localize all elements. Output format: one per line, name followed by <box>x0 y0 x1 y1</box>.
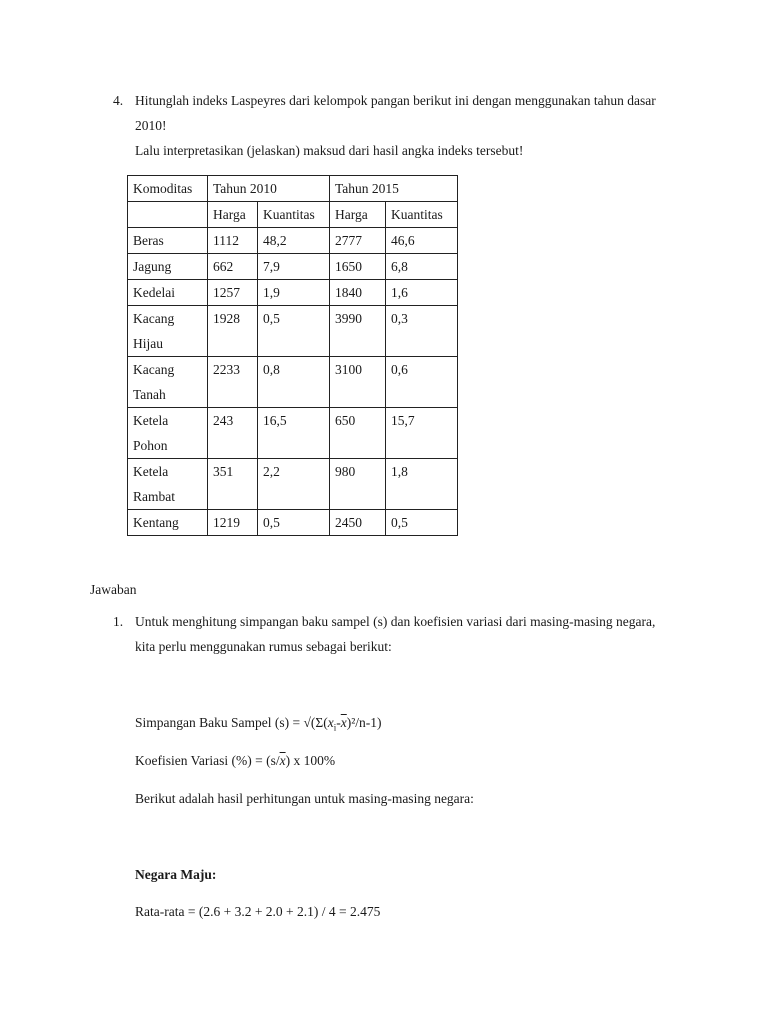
commodity-cell: Ketela Pohon <box>128 408 208 459</box>
price-2010-cell: 662 <box>208 254 258 280</box>
qty-2015-cell: 1,6 <box>386 280 458 306</box>
subheader-price-2010: Harga <box>208 202 258 228</box>
commodity-cell: Beras <box>128 228 208 254</box>
table-row <box>128 408 458 459</box>
qty-2015-cell: 0,3 <box>386 306 458 357</box>
price-2010-cell: 1928 <box>208 306 258 357</box>
group-title: Negara Maju: <box>135 867 217 882</box>
price-2015-cell: 3100 <box>330 357 386 408</box>
qty-2015-cell: 46,6 <box>386 228 458 254</box>
commodity-cell: Kacang Tanah <box>128 357 208 408</box>
price-2015-cell: 1840 <box>330 280 386 306</box>
qty-2015-cell: 0,5 <box>386 510 458 536</box>
qty-2010-cell: 16,5 <box>258 408 330 459</box>
mean-line: Rata-rata = (2.6 + 3.2 + 2.0 + 2.1) / 4 = 2.475 <box>135 904 381 919</box>
answer-line-1: Untuk menghitung simpangan baku sampel (s) dan koefisien variasi dari masing-masing negara, <box>135 614 656 629</box>
price-2015-cell: 980 <box>330 459 386 510</box>
price-2010-cell: 243 <box>208 408 258 459</box>
commodity-cell: Kentang <box>128 510 208 536</box>
answer-heading: Jawaban <box>90 582 137 597</box>
price-2010-cell: 1112 <box>208 228 258 254</box>
price-2010-cell: 2233 <box>208 357 258 408</box>
commodity-cell: Jagung <box>128 254 208 280</box>
table-row <box>128 228 458 254</box>
qty-2015-cell: 0,6 <box>386 357 458 408</box>
question-line-2: 2010! <box>135 118 167 133</box>
formula-std-dev: Simpangan Baku Sampel $(s) = √(\Sigma(x_i-\overline{x})^2/n-1)$ <box>135 715 382 733</box>
question-line-3: Lalu interpretasikan (jelaskan) maksud dari hasil angka indeks tersebut! <box>135 143 524 158</box>
price-2015-cell: 3990 <box>330 306 386 357</box>
commodity-cell: Kacang Hijau <box>128 306 208 357</box>
result-intro: Berikut adalah hasil perhitungan untuk masing-masing negara: <box>135 791 474 806</box>
question-line-1: Hitunglah indeks Laspeyres dari kelompok pangan berikut ini dengan menggunakan tahun dasar <box>135 93 656 108</box>
question-number: 4. <box>113 93 124 108</box>
qty-2010-cell: 0,5 <box>258 510 330 536</box>
qty-2010-cell: 1,9 <box>258 280 330 306</box>
price-2015-cell: 650 <box>330 408 386 459</box>
subheader-empty <box>128 202 208 228</box>
table-row <box>128 280 458 306</box>
price-2010-cell: 1219 <box>208 510 258 536</box>
subheader-price-2015: Harga <box>330 202 386 228</box>
qty-2015-cell: 1,8 <box>386 459 458 510</box>
commodity-table <box>127 175 458 536</box>
table-row <box>128 254 458 280</box>
qty-2010-cell: 48,2 <box>258 228 330 254</box>
subheader-qty-2010: Kuantitas <box>258 202 330 228</box>
table-row <box>128 357 458 408</box>
qty-2010-cell: 0,5 <box>258 306 330 357</box>
table-row <box>128 459 458 510</box>
commodity-cell: Ketela Rambat <box>128 459 208 510</box>
qty-2015-cell: 15,7 <box>386 408 458 459</box>
price-2010-cell: 351 <box>208 459 258 510</box>
table-subheader-row <box>128 202 458 228</box>
subheader-qty-2015: Kuantitas <box>386 202 458 228</box>
formula-coef-variation: Koefisien Variasi (%) = $(s/\overline{x})$ x 100% <box>135 753 336 768</box>
answer-line-2: kita perlu menggunakan rumus sebagai berikut: <box>135 639 392 654</box>
answer-number: 1. <box>113 614 124 629</box>
header-commodity: Komoditas <box>128 176 208 202</box>
qty-2015-cell: 6,8 <box>386 254 458 280</box>
header-year-2015: Tahun 2015 <box>330 176 458 202</box>
table-row <box>128 306 458 357</box>
table-row <box>128 510 458 536</box>
price-2015-cell: 2450 <box>330 510 386 536</box>
qty-2010-cell: 0,8 <box>258 357 330 408</box>
price-2015-cell: 2777 <box>330 228 386 254</box>
qty-2010-cell: 2,2 <box>258 459 330 510</box>
price-2010-cell: 1257 <box>208 280 258 306</box>
price-2015-cell: 1650 <box>330 254 386 280</box>
qty-2010-cell: 7,9 <box>258 254 330 280</box>
table-header-row <box>128 176 458 202</box>
header-year-2010: Tahun 2010 <box>208 176 330 202</box>
commodity-cell: Kedelai <box>128 280 208 306</box>
